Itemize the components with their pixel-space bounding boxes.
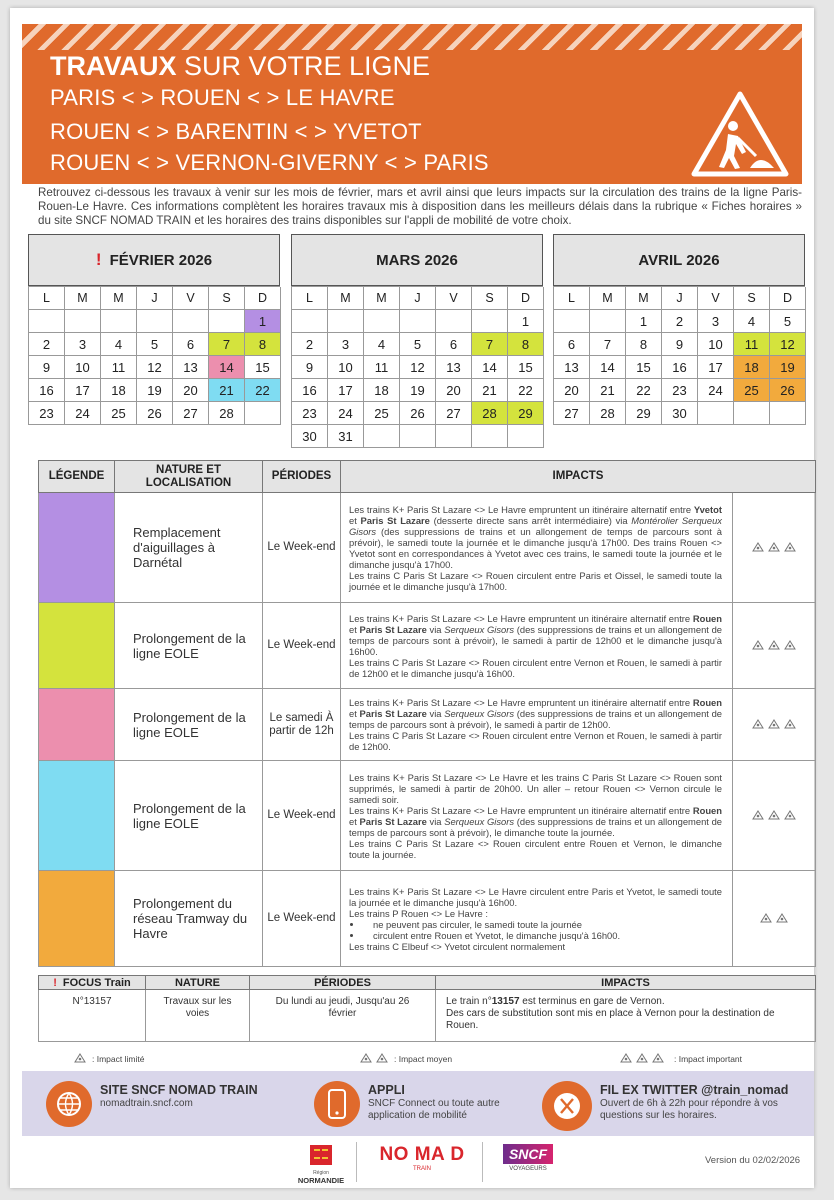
table-row [39, 990, 816, 1042]
weekday-header: L [29, 287, 65, 310]
calendar-day: 2 [292, 333, 328, 356]
table-row [39, 689, 816, 761]
calendar-title: MARS 2026 [291, 234, 543, 286]
calendar-day: 20 [436, 379, 472, 402]
period-cell: Le Week-end [263, 761, 341, 871]
calendar-title: AVRIL 2026 [553, 234, 805, 286]
nomad-train-logo: NO MA D TRAIN [379, 1144, 465, 1172]
calendar-day: 9 [292, 356, 328, 379]
calendar-day: 15 [508, 356, 544, 379]
calendar-day: 25 [364, 402, 400, 425]
impact-level-icon [733, 603, 816, 689]
legend-swatch [39, 493, 115, 603]
nature-cell: Prolongement de la ligne EOLE [115, 761, 263, 871]
calendar-day: 3 [65, 333, 101, 356]
x-twitter-icon [542, 1081, 592, 1131]
calendar-day: 16 [292, 379, 328, 402]
calendar-day: 22 [508, 379, 544, 402]
focus-train-number: N°13157 [39, 990, 146, 1042]
calendar-day [400, 425, 436, 448]
calendar-day: 28 [209, 402, 245, 425]
calendar-day: 11 [101, 356, 137, 379]
legend-swatch [39, 761, 115, 871]
calendar-day: 27 [554, 402, 590, 425]
calendar-day: 29 [626, 402, 662, 425]
weekday-header: S [472, 287, 508, 310]
impact-level-icon [733, 761, 816, 871]
calendar-day [734, 402, 770, 425]
alert-icon: ! [53, 976, 57, 989]
legend-swatch [39, 689, 115, 761]
calendar-day: 18 [364, 379, 400, 402]
calendar-day: 26 [770, 379, 806, 402]
header-focus-periods: PÉRIODES [250, 976, 436, 990]
calendar-day: 5 [770, 310, 806, 333]
key-medium: : Impact moyen [358, 1053, 452, 1065]
calendar-day: 12 [770, 333, 806, 356]
roadworks-icon [690, 90, 790, 178]
calendar-day [364, 310, 400, 333]
site-title: SITE SNCF NOMAD TRAIN [100, 1083, 258, 1097]
app-subtitle: SNCF Connect ou toute autre application de mobilité [368, 1098, 500, 1121]
header-focus-impacts: IMPACTS [436, 976, 816, 990]
calendar-day: 23 [662, 379, 698, 402]
period-cell: Le Week-end [263, 493, 341, 603]
nature-cell: Prolongement de la ligne EOLE [115, 603, 263, 689]
calendar-month [28, 234, 280, 425]
calendar-day: 10 [698, 333, 734, 356]
calendar-day [554, 310, 590, 333]
app-title: APPLI [368, 1083, 405, 1097]
calendar-day: 27 [173, 402, 209, 425]
calendar-day [400, 310, 436, 333]
weekday-header: D [508, 287, 544, 310]
calendar-day: 29 [508, 402, 544, 425]
weekday-header: M [364, 287, 400, 310]
calendar-day [209, 310, 245, 333]
header-focus-nature: NATURE [146, 976, 250, 990]
route-line-1: PARIS < > ROUEN < > LE HAVRE [50, 85, 395, 110]
site-url[interactable]: nomadtrain.sncf.com [100, 1098, 193, 1109]
calendar-day [770, 402, 806, 425]
header-focus-train: ! FOCUS Train [39, 976, 146, 990]
impact-cell: Les trains K+ Paris St Lazare <> Le Havre empruntent un itinéraire alternatif entre Yvetot et Paris St Lazare (desserte directe sans arrêt intermédiaire) via Montérolier Serqueux Gisors (des suppressions de trains et un allongement de temps de parcours sont à prévoir), le samedi toute la journée et le dimanche jusqu'à 17h00. Des trains Rouen <> Yvetot sont en correspondances à Yvetot avec ces trains, le samedi toute la journée et le dimanche jusqu'à 17h00. Les trains C Paris St Lazare <> Rouen circulent entre Paris et Oissel, le samedi toute la journée et le dimanche jusqu'à 17h00. [341, 493, 733, 603]
header-nature: NATURE ET LOCALISATION [115, 461, 263, 493]
weekday-header: M [101, 287, 137, 310]
period-cell: Le samedi À partir de 12h [263, 689, 341, 761]
calendar-day: 18 [101, 379, 137, 402]
impact-cell: Les trains K+ Paris St Lazare <> Le Havre empruntent un itinéraire alternatif entre Rouen et Paris St Lazare via Serqueux Gisors (des suppressions de trains et un allongement de temps de parcours sont à prévoir), le samedi à partir de 12h00 et le dimanche jusqu'à 16h00. Les trains C Paris St Lazare <> Rouen circulent entre Vernon et Rouen, le samedi à partir de 12h00 et le dimanche jusqu'à 16h00. [341, 603, 733, 689]
calendar-day [65, 310, 101, 333]
calendar-day: 23 [292, 402, 328, 425]
calendar-day: 31 [328, 425, 364, 448]
weekday-header: D [770, 287, 806, 310]
calendar-day: 28 [472, 402, 508, 425]
impact-icon [358, 1053, 390, 1065]
calendar-day: 19 [400, 379, 436, 402]
calendar-day [101, 310, 137, 333]
twitter-title: FIL EX TWITTER @train_nomad [600, 1083, 789, 1097]
calendar-day: 24 [698, 379, 734, 402]
table-row [39, 761, 816, 871]
calendar-day: 25 [101, 402, 137, 425]
calendar-day: 20 [554, 379, 590, 402]
route-line-3: ROUEN < > VERNON-GIVERNY < > PARIS [50, 150, 489, 175]
calendar-day: 5 [400, 333, 436, 356]
impact-level-icon [733, 689, 816, 761]
weekday-header: M [65, 287, 101, 310]
calendar-day: 16 [29, 379, 65, 402]
calendar-day: 4 [734, 310, 770, 333]
calendar-day: 3 [328, 333, 364, 356]
key-limited: : Impact limité [72, 1053, 144, 1065]
calendar-day: 17 [698, 356, 734, 379]
intro-text: Retrouvez ci-dessous les travaux à venir sur les mois de février, mars et avril ainsi que leurs impacts sur la circulation des trains de la ligne Paris-Rouen-Le Havre. Ces informations complètent les horaires travaux mis à disposition dans les meilleurs délais dans la rubrique « Fiches horaires » du site SNCF NOMAD TRAIN et les horaires des trains disponibles sur l'appli de mobilité de votre choix. [38, 186, 802, 227]
period-cell: Le Week-end [263, 871, 341, 967]
calendar-day: 27 [436, 402, 472, 425]
site-block[interactable] [46, 1081, 258, 1127]
calendar-day [590, 310, 626, 333]
calendar-day: 1 [245, 310, 281, 333]
focus-table [38, 975, 816, 1042]
weekday-header: S [734, 287, 770, 310]
calendar-day: 8 [245, 333, 281, 356]
calendar-day: 6 [436, 333, 472, 356]
calendar-day: 17 [65, 379, 101, 402]
calendar-day: 30 [292, 425, 328, 448]
calendar-day: 13 [554, 356, 590, 379]
calendar-day: 24 [65, 402, 101, 425]
calendar-day: 22 [626, 379, 662, 402]
weekday-header: L [554, 287, 590, 310]
calendar-day: 4 [364, 333, 400, 356]
impact-level-icon [733, 493, 816, 603]
calendar-day: 28 [590, 402, 626, 425]
calendar-day: 9 [662, 333, 698, 356]
calendar-day: 13 [173, 356, 209, 379]
region-normandie-logo: Région NORMANDIE [290, 1144, 352, 1186]
calendar-day: 9 [29, 356, 65, 379]
calendar-day: 22 [245, 379, 281, 402]
calendar-day: 14 [472, 356, 508, 379]
calendar-month [553, 234, 805, 425]
focus-nature: Travaux sur les voies [146, 990, 250, 1042]
weekday-header: J [662, 287, 698, 310]
weekday-header: L [292, 287, 328, 310]
calendar-day: 1 [508, 310, 544, 333]
hazard-stripes [22, 24, 802, 50]
weekday-header: M [626, 287, 662, 310]
calendar-day: 18 [734, 356, 770, 379]
focus-impact: Le train n°13157 est terminus en gare de Vernon. Des cars de substitution sont mis en place à Vernon pour la destination de Rouen. [436, 990, 816, 1042]
calendar-day: 11 [734, 333, 770, 356]
calendar-day: 8 [626, 333, 662, 356]
period-cell: Le Week-end [263, 603, 341, 689]
legend-swatch [39, 871, 115, 967]
calendar-day: 4 [101, 333, 137, 356]
weekday-header: J [400, 287, 436, 310]
calendar-day: 20 [173, 379, 209, 402]
weekday-header: V [173, 287, 209, 310]
divider [482, 1142, 483, 1182]
calendar-day: 14 [590, 356, 626, 379]
calendar-day: 6 [173, 333, 209, 356]
calendar-day: 21 [209, 379, 245, 402]
impact-cell: Les trains K+ Paris St Lazare <> Le Havre empruntent un itinéraire alternatif entre Rouen et Paris St Lazare via Serqueux Gisors (des suppressions de trains et un allongement de temps de parcours sont à prévoir), le samedi à partir de 12h00. Les trains C Paris St Lazare <> Rouen circulent entre Vernon et Rouen, le samedi à partir de 12h00. [341, 689, 733, 761]
calendar-day: 13 [436, 356, 472, 379]
weekday-header: M [328, 287, 364, 310]
calendar-title: ! FÉVRIER 2026 [28, 234, 280, 286]
route-line-2: ROUEN < > BARENTIN < > YVETOT [50, 119, 422, 144]
calendar-day [508, 425, 544, 448]
nature-cell: Remplacement d'aiguillages à Darnétal [115, 493, 263, 603]
calendar-day [364, 425, 400, 448]
table-row [39, 603, 816, 689]
twitter-block[interactable] [542, 1081, 800, 1131]
table-row [39, 493, 816, 603]
calendar-day: 16 [662, 356, 698, 379]
weekday-header: V [436, 287, 472, 310]
calendar-day: 15 [245, 356, 281, 379]
calendar-day: 2 [662, 310, 698, 333]
weekday-header: V [698, 287, 734, 310]
legend-swatch [39, 603, 115, 689]
impact-icon [72, 1053, 88, 1065]
header-banner [22, 24, 802, 184]
contact-band [22, 1071, 814, 1136]
weekday-header: J [137, 287, 173, 310]
calendar-day [472, 310, 508, 333]
calendar-day: 1 [626, 310, 662, 333]
calendar-day: 25 [734, 379, 770, 402]
key-important: : Impact important [618, 1053, 742, 1065]
calendar-day: 21 [472, 379, 508, 402]
calendar-day: 14 [209, 356, 245, 379]
focus-period: Du lundi au jeudi, Jusqu'au 26 février [250, 990, 436, 1042]
calendar-day [292, 310, 328, 333]
calendar-day: 24 [328, 402, 364, 425]
calendar-day: 5 [137, 333, 173, 356]
app-block[interactable] [314, 1081, 548, 1127]
impact-level-icon [733, 871, 816, 967]
version-date: Version du 02/02/2026 [705, 1155, 801, 1166]
calendar-day [436, 425, 472, 448]
calendar-day [29, 310, 65, 333]
impact-cell: Les trains K+ Paris St Lazare <> Le Havre circulent entre Paris et Yvetot, le samedi toute la journée et le dimanche jusqu'à 16h00. Les trains P Rouen <> Le Havre : • ne peuvent pas circuler, le samedi toute la journée • circulent entre Rouen et Yvetot, le dimanche jusqu'à 16h00. Les trains C Elbeuf <> Yvetot circulent normalement [341, 871, 733, 967]
calendar-day: 7 [590, 333, 626, 356]
calendar-day [245, 402, 281, 425]
calendar-day: 2 [29, 333, 65, 356]
calendar-day: 19 [770, 356, 806, 379]
weekday-header: S [209, 287, 245, 310]
globe-icon [46, 1081, 92, 1127]
weekday-header: D [245, 287, 281, 310]
calendar-month [291, 234, 543, 448]
calendar-day: 7 [472, 333, 508, 356]
calendar-day [328, 310, 364, 333]
nature-cell: Prolongement de la ligne EOLE [115, 689, 263, 761]
calendar-day: 17 [328, 379, 364, 402]
calendar-day [698, 402, 734, 425]
impact-icon [618, 1053, 666, 1065]
works-table [38, 460, 816, 967]
header-legend: LÉGENDE [39, 461, 115, 493]
calendar-day: 23 [29, 402, 65, 425]
calendar-day [137, 310, 173, 333]
calendar-day: 3 [698, 310, 734, 333]
weekday-header: M [590, 287, 626, 310]
calendar-day [472, 425, 508, 448]
calendar-day: 12 [137, 356, 173, 379]
impact-cell: Les trains K+ Paris St Lazare <> Le Havre et les trains C Paris St Lazare <> Rouen sont supprimés, le samedi à partir de 20h00. Un aller – retour Rouen <> Vernon circule le samedi soir. Les trains K+ Paris St Lazare <> Le Havre empruntent un itinéraire alternatif entre Rouen et Paris St Lazare via Serqueux Gisors (des suppressions de trains et un allongement de temps de parcours sont à prévoir), le dimanche toute la journée. Les trains C Paris St Lazare <> Rouen circulent entre Rouen et Vernon, le dimanche toute la journée. [341, 761, 733, 871]
calendar-day: 26 [400, 402, 436, 425]
header-impacts: IMPACTS [341, 461, 816, 493]
table-row [39, 871, 816, 967]
calendar-day: 6 [554, 333, 590, 356]
header-periods: PÉRIODES [263, 461, 341, 493]
header-title: TRAVAUX SUR VOTRE LIGNE [50, 51, 431, 81]
divider [356, 1142, 357, 1182]
calendar-day [173, 310, 209, 333]
poster-sheet [10, 8, 814, 1188]
calendar-day: 11 [364, 356, 400, 379]
calendar-day: 19 [137, 379, 173, 402]
calendar-day: 15 [626, 356, 662, 379]
calendar-day: 12 [400, 356, 436, 379]
calendar-day: 21 [590, 379, 626, 402]
nature-cell: Prolongement du réseau Tramway du Havre [115, 871, 263, 967]
twitter-subtitle: Ouvert de 6h à 22h pour répondre à vos questions sur les horaires. [600, 1098, 778, 1121]
calendar-day: 30 [662, 402, 698, 425]
sncf-voyageurs-logo: SNCF VOYAGEURS [496, 1144, 560, 1172]
smartphone-icon [314, 1081, 360, 1127]
calendar-day: 26 [137, 402, 173, 425]
calendar-day: 8 [508, 333, 544, 356]
alert-icon: ! [95, 250, 102, 269]
calendar-day: 10 [328, 356, 364, 379]
calendar-day: 10 [65, 356, 101, 379]
calendar-day [436, 310, 472, 333]
calendar-day: 7 [209, 333, 245, 356]
